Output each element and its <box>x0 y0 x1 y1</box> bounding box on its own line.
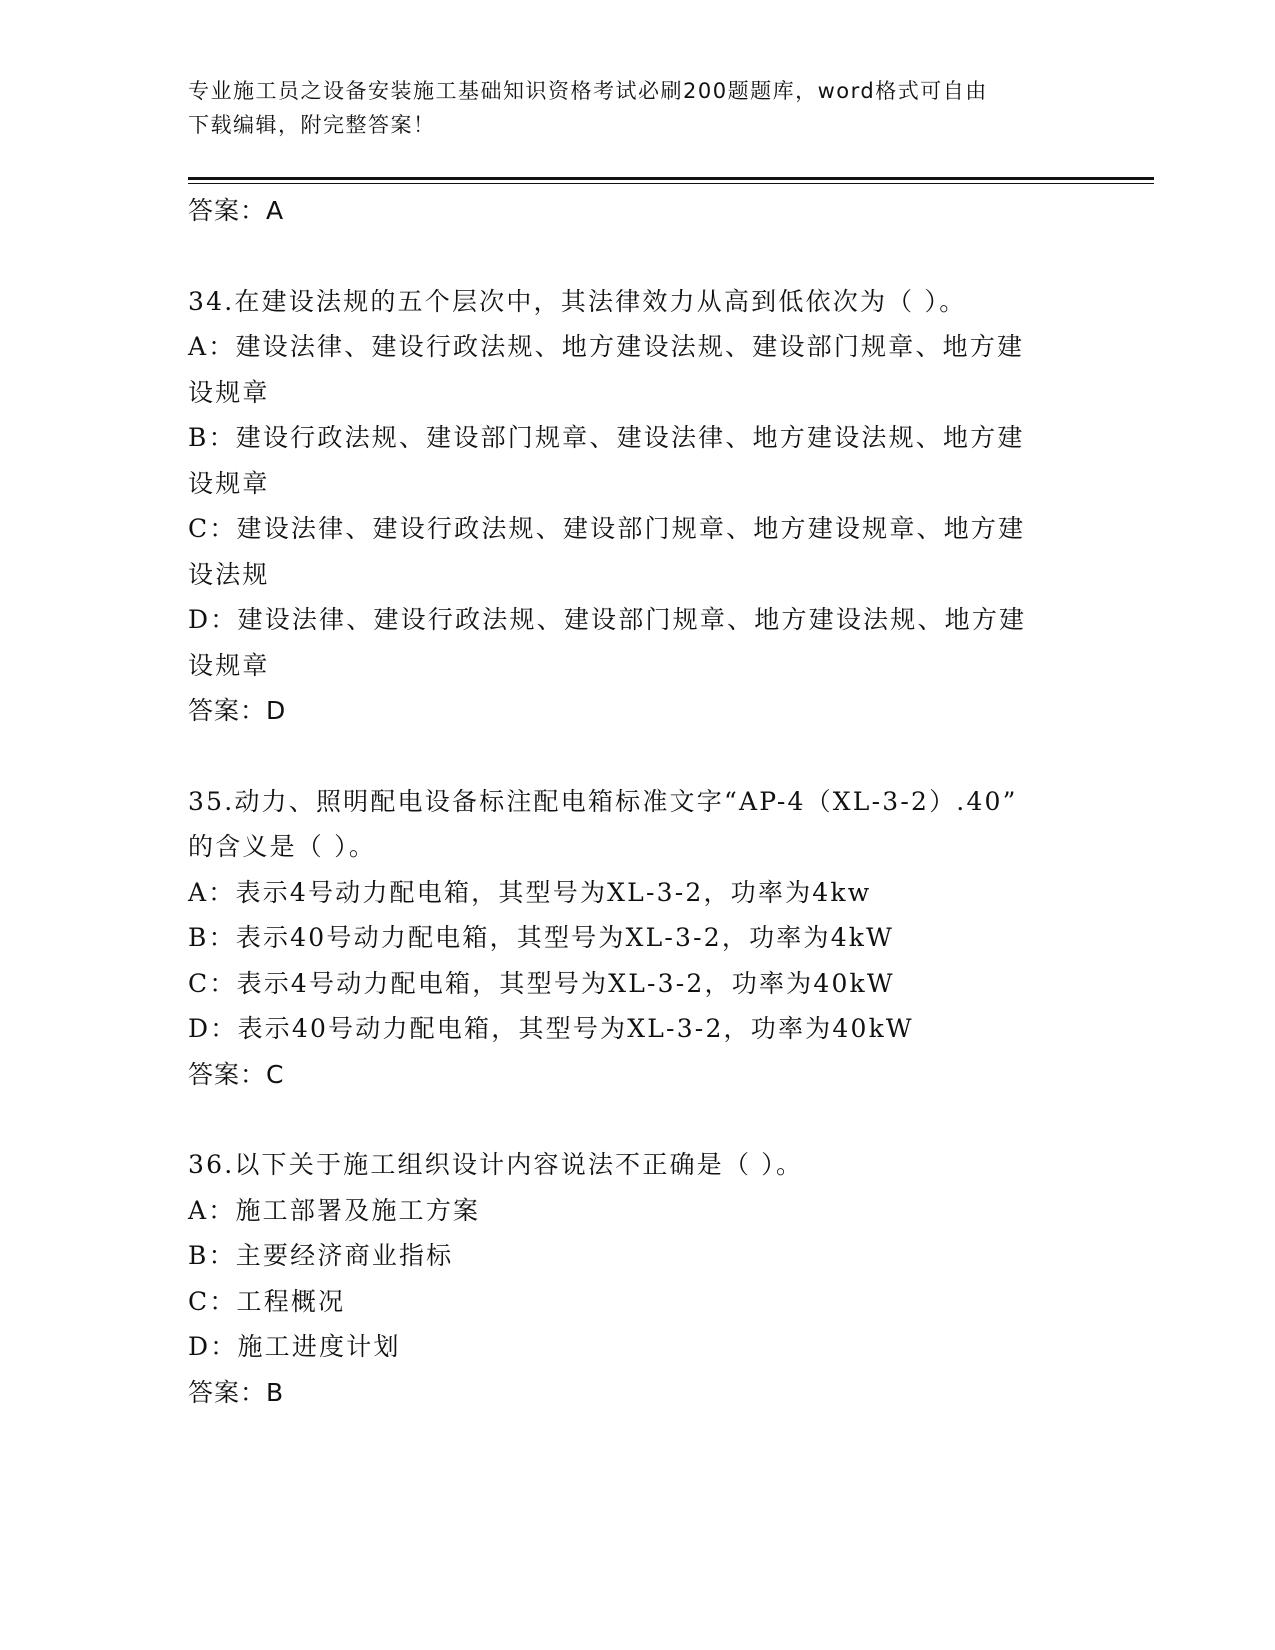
option-c: C：表示4号动力配电箱，其型号为XL-3-2，功率为40kW <box>188 968 895 998</box>
question-answer: 答案：D <box>188 696 287 725</box>
spacer <box>188 234 1088 279</box>
option-line: A：建设法律、建设行政法规、地方建设法规、建设部门规章、地方建 <box>188 332 1025 361</box>
option-c <box>188 506 1088 597</box>
question-answer: 答案：C <box>188 1059 285 1089</box>
header-rule-thin <box>188 183 1154 184</box>
option-d <box>188 597 1088 688</box>
question-block <box>188 279 1088 734</box>
option-c: C：工程概况 <box>188 1286 346 1316</box>
header-rule-thick <box>188 177 1154 180</box>
option-d: D：施工进度计划 <box>188 1332 401 1361</box>
question-stem: 的含义是（ ）。 <box>188 832 377 861</box>
option-a <box>188 324 1088 415</box>
question-stem: 34.在建设法规的五个层次中，其法律效力从高到低依次为（ ）。 <box>188 286 967 316</box>
option-line: 设规章 <box>188 468 270 498</box>
option-line: 设规章 <box>188 650 270 680</box>
option-line: 设规章 <box>188 377 270 407</box>
option-a: A：表示4号动力配电箱，其型号为XL-3-2，功率为4kw <box>188 877 872 907</box>
option-a: A：施工部署及施工方案 <box>188 1195 481 1225</box>
header-line-1: 专业施工员之设备安装施工基础知识资格考试必刷200题题库，word格式可自由 <box>188 79 988 103</box>
option-line: B：建设行政法规、建设部门规章、建设法律、地方建设法规、地方建 <box>188 423 1025 452</box>
question-content <box>188 188 1088 1415</box>
question-stem: 36.以下关于施工组织设计内容说法不正确是（ ）。 <box>188 1150 804 1179</box>
question-block <box>188 779 1088 1098</box>
page-header <box>188 74 1068 142</box>
spacer <box>188 734 1088 779</box>
previous-answer: 答案：A <box>188 196 285 225</box>
header-line-2: 下载编辑，附完整答案！ <box>188 113 436 137</box>
option-line: C：建设法律、建设行政法规、建设部门规章、地方建设规章、地方建 <box>188 514 1026 543</box>
option-b <box>188 415 1088 506</box>
option-line: 设法规 <box>188 559 270 589</box>
question-block <box>188 1142 1088 1415</box>
question-stem: 35.动力、照明配电设备标注配电箱标准文字“AP-4（XL-3-2）.40” <box>188 786 1018 816</box>
option-b: B：表示40号动力配电箱，其型号为XL-3-2，功率为4kW <box>188 923 895 952</box>
spacer <box>188 1097 1088 1142</box>
option-b: B：主要经济商业指标 <box>188 1241 454 1270</box>
question-answer: 答案：B <box>188 1377 285 1407</box>
option-line: D：建设法律、建设行政法规、建设部门规章、地方建设法规、地方建 <box>188 605 1027 634</box>
option-d: D：表示40号动力配电箱，其型号为XL-3-2，功率为40kW <box>188 1014 914 1043</box>
